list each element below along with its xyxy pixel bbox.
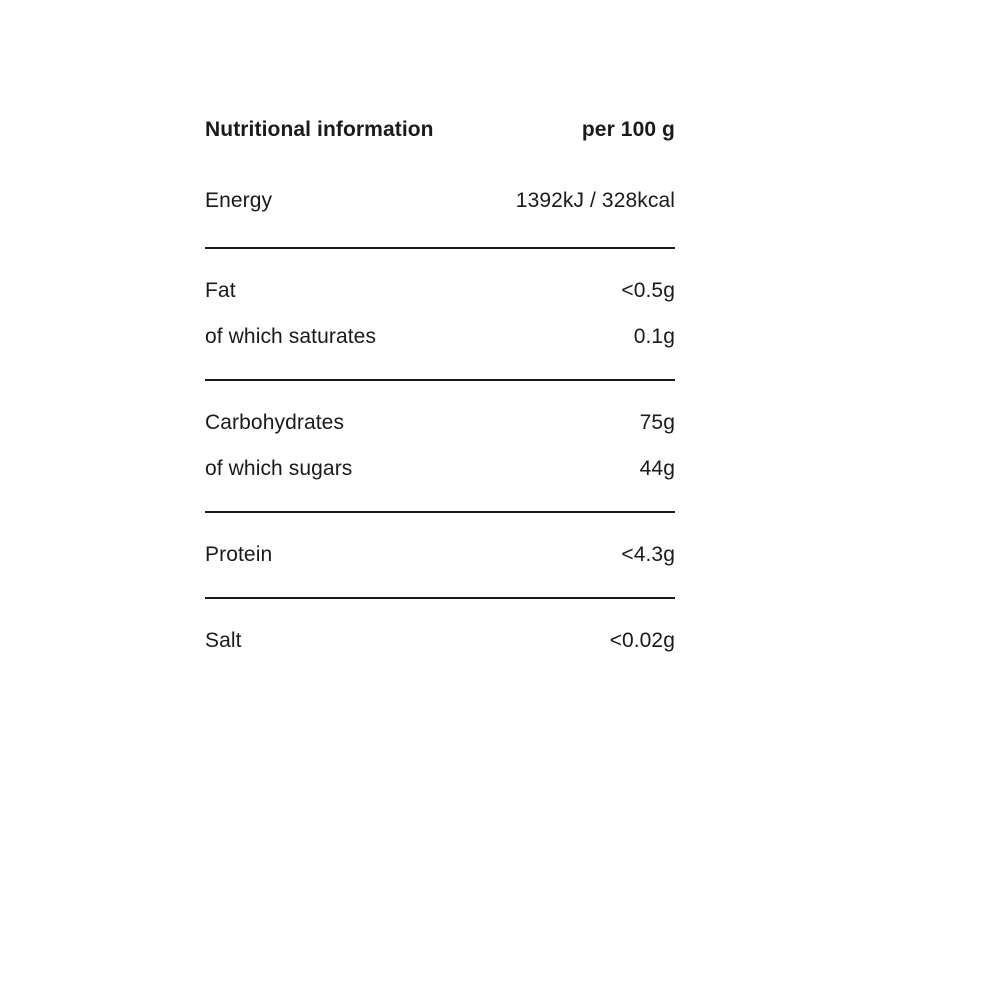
nutrient-value-fat: <0.5g xyxy=(621,279,675,302)
nutrient-value-saturates: 0.1g xyxy=(633,325,675,348)
table-row-saturates xyxy=(205,325,675,349)
carbohydrates-group xyxy=(205,411,675,481)
spacer xyxy=(205,249,675,279)
nutrient-value-salt: <0.02g xyxy=(609,629,675,652)
table-row-salt xyxy=(205,629,675,653)
nutrient-label-salt: Salt xyxy=(205,629,242,652)
nutrient-value-sugars: 44g xyxy=(639,457,675,480)
table-row-carbohydrates xyxy=(205,411,675,435)
spacer xyxy=(205,349,675,379)
nutrient-label-carbohydrates: Carbohydrates xyxy=(205,411,345,434)
nutrient-label-fat: Fat xyxy=(205,279,236,302)
table-row-energy xyxy=(205,189,675,213)
nutrient-label-sugars: of which sugars xyxy=(205,457,353,480)
spacer xyxy=(205,381,675,411)
spacer xyxy=(205,567,675,597)
spacer xyxy=(205,481,675,511)
spacer xyxy=(205,599,675,629)
nutrient-label-protein: Protein xyxy=(205,543,273,566)
nutrient-label-saturates: of which saturates xyxy=(205,325,377,348)
nutrition-table xyxy=(205,118,675,653)
table-row-sugars xyxy=(205,457,675,481)
table-header-serving: per 100 g xyxy=(581,118,675,141)
nutrient-value-energy: 1392kJ / 328kcal xyxy=(515,189,675,212)
spacer xyxy=(205,513,675,543)
table-header-title: Nutritional information xyxy=(205,118,434,141)
nutrient-value-carbohydrates: 75g xyxy=(639,411,675,434)
table-header-row xyxy=(205,118,675,142)
nutrient-value-protein: <4.3g xyxy=(621,543,675,566)
fat-group xyxy=(205,279,675,349)
nutrient-label-energy: Energy xyxy=(205,189,273,212)
spacer xyxy=(205,213,675,247)
table-row-fat xyxy=(205,279,675,303)
table-row-protein xyxy=(205,543,675,567)
